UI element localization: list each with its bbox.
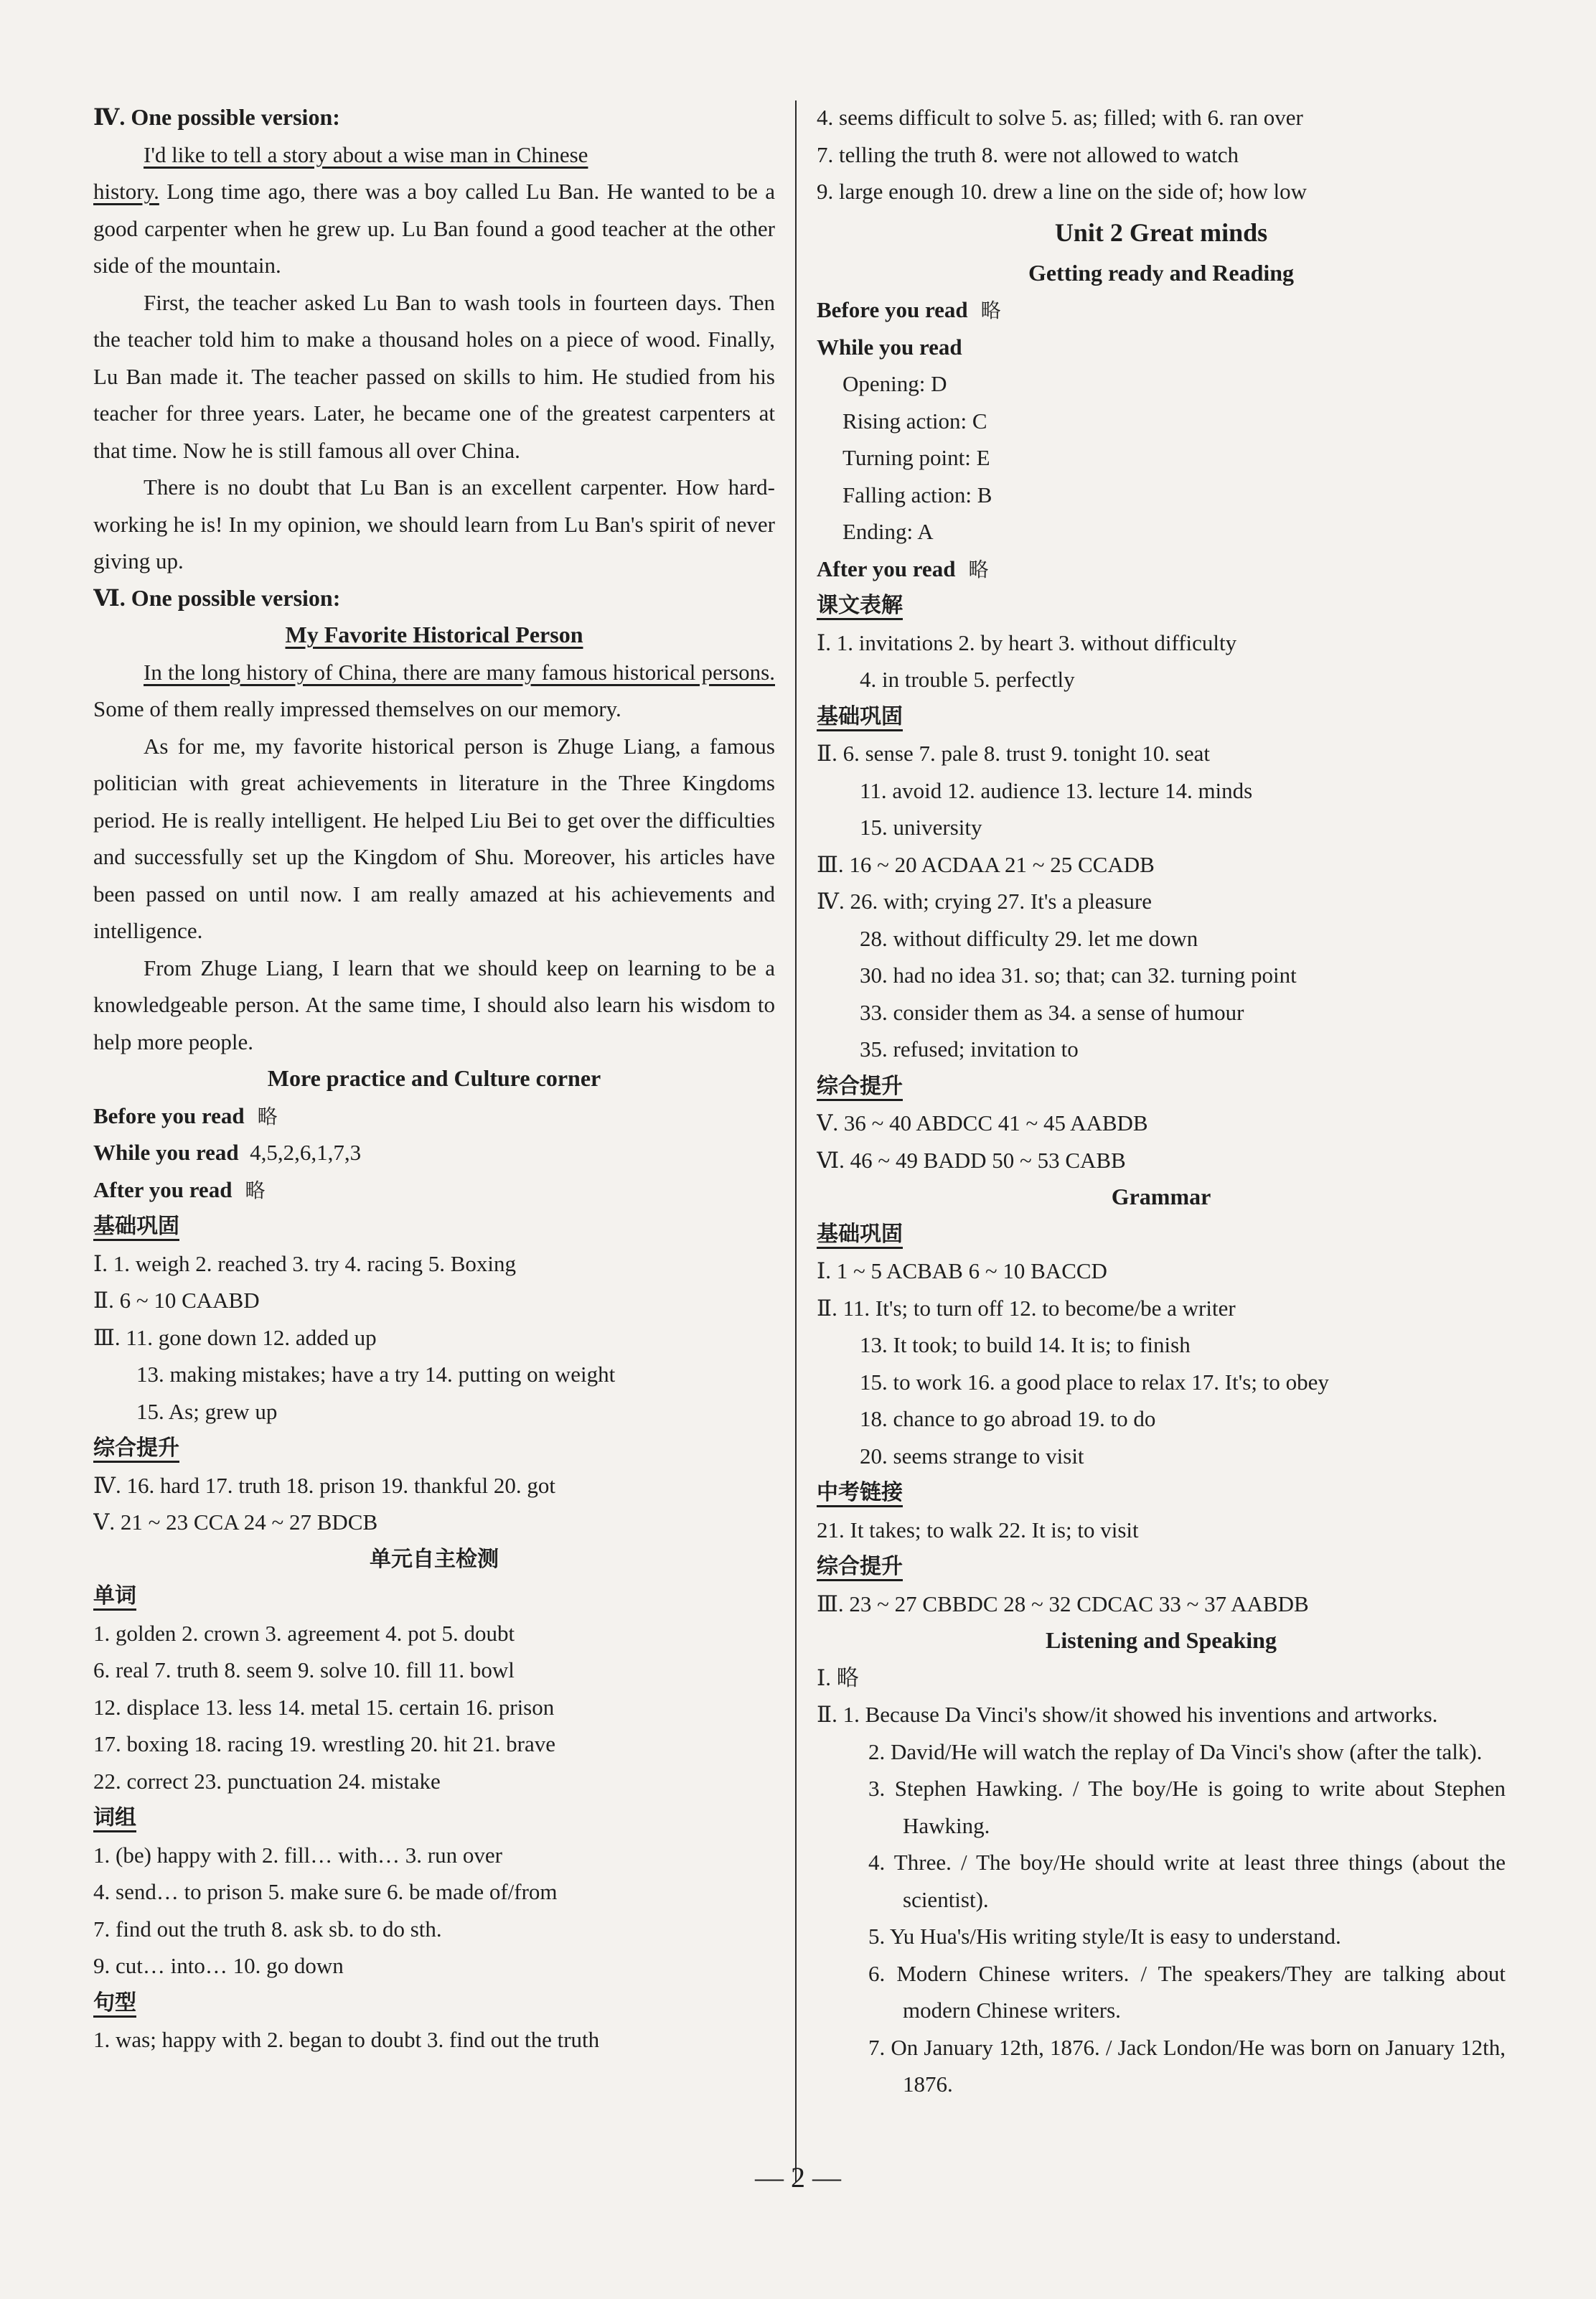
answer-line: Ⅰ. 略	[817, 1664, 859, 1690]
answer-line: 20. seems strange to visit	[860, 1443, 1084, 1469]
answer-line: 13. It took; to build 14. It is; to finish	[860, 1332, 1191, 1357]
before-you-read: Before you read 略	[93, 1102, 278, 1128]
reading-title: Getting ready and Reading	[1028, 259, 1295, 286]
iv-paragraph-2: First, the teacher asked Lu Ban to wash tools in fourteen days. Then the teacher told him to make a thousand holes on a piece of wood. Finally, Lu Ban made it. The teacher passed on skills to him. He studied from his teacher for three years. Later, he became one of the greatest carpenters at that time. Now he is still famous all over China.	[93, 289, 775, 463]
answer-line: Ⅰ. 1 ~ 5 ACBAB 6 ~ 10 BACCD	[817, 1258, 1107, 1283]
answer-line: 1. golden 2. crown 3. agreement 4. pot 5. doubt	[93, 1620, 515, 1646]
answer-line: Ⅱ. 6 ~ 10 CAABD	[93, 1288, 260, 1313]
answer-line: Ⅱ. 6. sense 7. pale 8. trust 9. tonight 10. seat	[817, 741, 1210, 766]
answer-line: 22. correct 23. punctuation 24. mistake	[93, 1768, 441, 1794]
plot-ending: Ending: A	[842, 519, 934, 544]
section-heading-zhongkao: 中考链接	[817, 1474, 1506, 1512]
answer-line: 21. It takes; to walk 22. It is; to visit	[817, 1517, 1139, 1542]
plot-falling: Falling action: B	[842, 482, 992, 507]
vi-paragraph-2: As for me, my favorite historical person is Zhuge Liang, a famous politician with great achievements in literature in the Three Kingdoms period. He is really intelligent. He helped Liu Bei to get over the difficulties and successfully set up the Kingdom of Shu. Moreover, his articles have been passed on until now. I am really amazed at his achievements and intelligence.	[93, 733, 775, 943]
answer-line: Ⅳ. 16. hard 17. truth 18. prison 19. thankful 20. got	[93, 1472, 556, 1498]
section-heading-jichu: 基础巩固	[817, 1216, 1506, 1253]
answer-item: 6. Modern Chinese writers. / The speakers/They are talking about modern Chinese writers.	[868, 1960, 1506, 2023]
answer-item: 2. David/He will watch the replay of Da Vinci's show (after the talk).	[868, 1738, 1483, 1764]
plot-rising: Rising action: C	[842, 408, 987, 434]
answer-item: 7. On January 12th, 1876. / Jack London/He was born on January 12th, 1876.	[868, 2034, 1506, 2097]
answer-line: 6. real 7. truth 8. seem 9. solve 10. fill 11. bowl	[93, 1657, 515, 1682]
answer-line: 35. refused; invitation to	[860, 1036, 1079, 1062]
answer-line: Ⅳ. 26. with; crying 27. It's a pleasure	[817, 889, 1153, 914]
answer-item: Ⅱ. 1. Because Da Vinci's show/it showed his inventions and artworks.	[817, 1702, 1438, 1727]
iv-paragraph-3: There is no doubt that Lu Ban is an excellent carpenter. How hard-working he is! In my opinion, we should learn from Lu Ban's spirit of never giving up.	[93, 474, 775, 573]
section-heading-zonghe: 综合提升	[817, 1068, 1506, 1105]
before-you-read: Before you read 略	[817, 297, 1001, 322]
left-column	[93, 99, 775, 2059]
answer-line: Ⅲ. 16 ~ 20 ACDAA 21 ~ 25 CCADB	[817, 851, 1155, 877]
answer-line: 4. in trouble 5. perfectly	[860, 667, 1075, 692]
answer-line: Ⅱ. 11. It's; to turn off 12. to become/be a writer	[817, 1295, 1236, 1321]
answer-line: 4. seems difficult to solve 5. as; filled; with 6. ran over	[817, 105, 1303, 130]
answer-line: 1. (be) happy with 2. fill… with… 3. run over	[93, 1842, 502, 1868]
after-you-read: After you read 略	[817, 556, 989, 581]
plot-turning: Turning point: E	[842, 445, 990, 470]
answer-line: Ⅲ. 11. gone down 12. added up	[93, 1324, 377, 1350]
answer-line: 28. without difficulty 29. let me down	[860, 925, 1198, 951]
answer-line: 4. send… to prison 5. make sure 6. be made of/from	[93, 1879, 558, 1904]
right-column	[817, 99, 1506, 2103]
answer-line: 9. large enough 10. drew a line on the side of; how low	[817, 179, 1307, 204]
while-you-read: While you read	[817, 334, 962, 360]
column-divider	[795, 100, 797, 2182]
essay-title: My Favorite Historical Person	[285, 622, 583, 647]
answer-line: 9. cut… into… 10. go down	[93, 1953, 344, 1978]
answer-line: 15. to work 16. a good place to relax 17. It's; to obey	[860, 1369, 1329, 1395]
after-you-read: After you read 略	[93, 1176, 266, 1202]
section-heading-cizu: 词组	[93, 1799, 775, 1837]
section-heading-jichu: 基础巩固	[817, 698, 1506, 736]
section-heading-jichu: 基础巩固	[93, 1208, 775, 1245]
plot-opening: Opening: D	[842, 371, 947, 396]
page-number: — 2 —	[755, 2161, 841, 2193]
answer-line: 33. consider them as 34. a sense of humour	[860, 999, 1244, 1025]
answer-line: 18. chance to go abroad 19. to do	[860, 1406, 1156, 1431]
section-heading-zonghe: 综合提升	[817, 1548, 1506, 1586]
section-heading-kewen: 课文表解	[817, 587, 1506, 624]
section-vi-label: Ⅵ. One possible version:	[93, 584, 341, 611]
answer-line: 15. As; grew up	[136, 1398, 278, 1424]
answer-line: 17. boxing 18. racing 19. wrestling 20. hit 21. brave	[93, 1731, 556, 1756]
unit-title: Unit 2 Great minds	[1054, 217, 1268, 247]
answer-line: 11. avoid 12. audience 13. lecture 14. minds	[860, 777, 1253, 803]
answer-line: Ⅰ. 1. weigh 2. reached 3. try 4. racing 5. Boxing	[93, 1250, 517, 1276]
answer-line: 13. making mistakes; have a try 14. putting on weight	[136, 1362, 616, 1387]
section-heading-danci: 单词	[93, 1578, 775, 1615]
answer-line: Ⅰ. 1. invitations 2. by heart 3. without difficulty	[817, 629, 1237, 655]
section-iv-label: Ⅳ. One possible version:	[93, 104, 340, 130]
grammar-title: Grammar	[1111, 1184, 1211, 1209]
answer-line: 7. find out the truth 8. ask sb. to do sth.	[93, 1916, 442, 1942]
more-practice-title: More practice and Culture corner	[267, 1065, 601, 1091]
answer-item: 4. Three. / The boy/He should write at least three things (about the scientist).	[868, 1850, 1506, 1912]
section-heading-juxing: 句型	[93, 1985, 775, 2022]
vi-paragraph-3: From Zhuge Liang, I learn that we should keep on learning to be a knowledgeable person. At the same time, I should also learn his wisdom to help more people.	[93, 955, 775, 1054]
while-you-read: While you read 4,5,2,6,1,7,3	[93, 1140, 362, 1165]
section-heading-zonghe: 综合提升	[93, 1430, 775, 1467]
answer-item: 5. Yu Hua's/His writing style/It is easy to understand.	[868, 1924, 1341, 1949]
answer-line: Ⅲ. 23 ~ 27 CBBDC 28 ~ 32 CDCAC 33 ~ 37 AABDB	[817, 1591, 1309, 1616]
answer-line: 7. telling the truth 8. were not allowed to watch	[817, 141, 1239, 167]
answer-line: 15. university	[860, 815, 982, 840]
vi-paragraph-1: In the long history of China, there are many famous historical persons. Some of them really impressed themselves on our memory.	[93, 659, 775, 721]
listening-speaking-title: Listening and Speaking	[1046, 1627, 1277, 1653]
answer-line: 12. displace 13. less 14. metal 15. certain 16. prison	[93, 1694, 555, 1720]
answer-line: Ⅵ. 46 ~ 49 BADD 50 ~ 53 CABB	[817, 1147, 1126, 1173]
iv-paragraph-1: I'd like to tell a story about a wise man in Chinese history. Long time ago, there was a boy called Lu Ban. He wanted to be a good carpenter when he grew up. Lu Ban found a good teacher at the other side of the mountain.	[93, 141, 775, 278]
answer-line: 1. was; happy with 2. began to doubt 3. find out the truth	[93, 2027, 600, 2052]
unit-self-test-title: 单元自主检测	[370, 1546, 499, 1572]
answer-line: Ⅴ. 21 ~ 23 CCA 24 ~ 27 BDCB	[93, 1509, 378, 1535]
answer-item: 3. Stephen Hawking. / The boy/He is going to write about Stephen Hawking.	[868, 1776, 1506, 1838]
answer-line: Ⅴ. 36 ~ 40 ABDCC 41 ~ 45 AABDB	[817, 1110, 1148, 1136]
answer-line: 30. had no idea 31. so; that; can 32. turning point	[860, 963, 1297, 988]
